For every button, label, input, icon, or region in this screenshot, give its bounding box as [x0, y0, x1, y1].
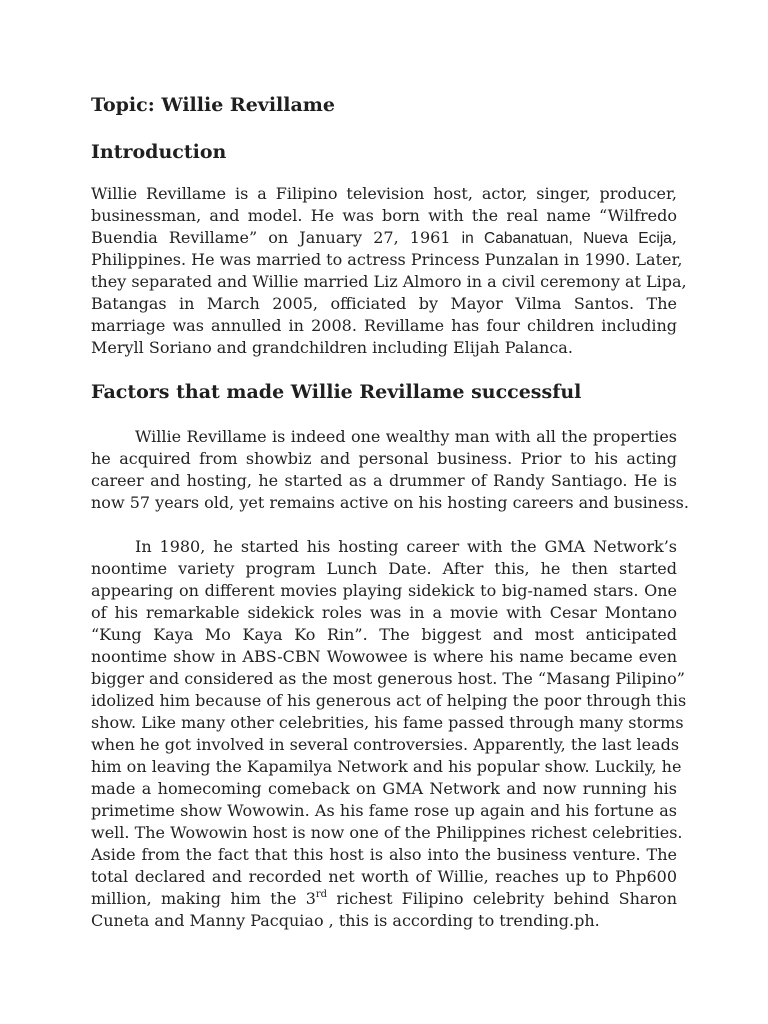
text-line: when he got involved in several controversies. Apparently, the last leads	[91, 735, 680, 754]
text-line: Philippines. He was married to actress Princess Punzalan in 1990. Later,	[91, 250, 683, 269]
text-line: noontime variety program Lunch Date. After this, he then started	[91, 559, 677, 578]
document-topic-title: Topic: Willie Revillame	[91, 94, 335, 116]
text-line: well. The Wowowin host is now one of the Philippines richest celebrities.	[91, 823, 683, 842]
text-line: total declared and recorded net worth of Willie, reaches up to Php600	[91, 867, 677, 886]
text-line: he acquired from showbiz and personal business. Prior to his acting	[91, 449, 677, 468]
text-line: career and hosting, he started as a drummer of Randy Santiago. He is	[91, 471, 677, 490]
text-line: In 1980, he started his hosting career with the GMA Network’s	[135, 537, 677, 556]
text-line: “Kung Kaya Mo Kaya Ko Rin”. The biggest and most anticipated	[91, 625, 677, 644]
text-line: of his remarkable sidekick roles was in a movie with Cesar Montano	[91, 603, 677, 622]
text-line: bigger and considered as the most generous host. The “Masang Pilipino”	[91, 669, 685, 688]
text-line: idolized him because of his generous act of helping the poor through this	[91, 691, 687, 710]
ordinal-superscript: rd	[315, 889, 328, 900]
introduction-heading: Introduction	[91, 141, 227, 163]
text-line: they separated and Willie married Liz Almoro in a civil ceremony at Lipa,	[91, 272, 687, 291]
factors-paragraph-2	[91, 536, 687, 932]
text-line	[91, 227, 677, 249]
text-line: noontime show in ABS-CBN Wowowee is where his name became even	[91, 647, 677, 666]
text-line: appearing on different movies playing sidekick to big-named stars. One	[91, 581, 677, 600]
text-line: Willie Revillame is indeed one wealthy man with all the properties	[135, 427, 677, 446]
text-line: businessman, and model. He was born with the real name “Wilfredo	[91, 206, 677, 225]
text-line: Batangas in March 2005, officiated by Mayor Vilma Santos. The	[91, 294, 677, 313]
text-line: now 57 years old, yet remains active on his hosting careers and business.	[91, 493, 689, 512]
text-line: show. Like many other celebrities, his fame passed through many storms	[91, 713, 684, 732]
factors-paragraph-1	[91, 426, 689, 514]
text-line: Meryll Soriano and grandchildren including Elijah Palanca.	[91, 338, 573, 357]
text-line: made a homecoming comeback on GMA Network and now running his	[91, 779, 677, 798]
text-line	[91, 888, 677, 910]
text-line: Aside from the fact that this host is also into the business venture. The	[91, 845, 677, 864]
birthplace-link-text: in Cabanatuan, Nueva Ecija	[461, 230, 672, 247]
introduction-paragraph	[91, 183, 687, 359]
text-segment: richest Filipino celebrity behind Sharon	[327, 889, 677, 908]
text-segment: Buendia Revillame” on January 27, 1961	[91, 228, 451, 247]
factors-heading: Factors that made Willie Revillame successful	[91, 381, 582, 403]
text-line: Willie Revillame is a Filipino television host, actor, singer, producer,	[91, 184, 677, 203]
text-line: primetime show Wowowin. As his fame rose up again and his fortune as	[91, 801, 677, 820]
text-line: marriage was annulled in 2008. Revillame has four children including	[91, 316, 677, 335]
text-line: him on leaving the Kapamilya Network and his popular show. Luckily, he	[91, 757, 682, 776]
text-segment: ,	[671, 228, 677, 247]
text-line: Cuneta and Manny Pacquiao , this is according to trending.ph.	[91, 911, 600, 930]
text-segment: million, making him the 3	[91, 889, 316, 908]
